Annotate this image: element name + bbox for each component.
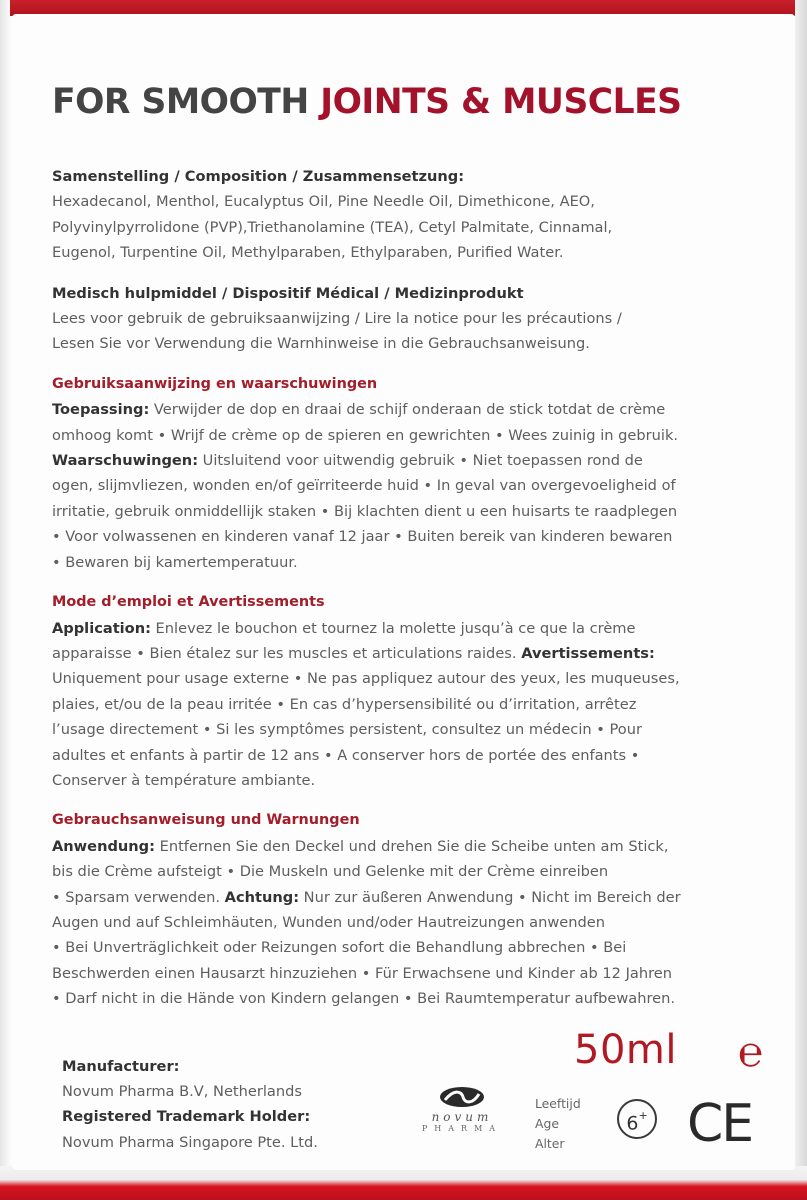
french-line	[52, 616, 782, 641]
trademark-label: Registered Trademark Holder:	[62, 1108, 311, 1126]
medical-device-heading: Medisch hulpmiddel / Dispositif Médical / Medizinprodukt	[52, 284, 524, 302]
french-application-text-cont: apparaisse • Bien étalez sur les muscles et articulations raides.	[52, 644, 522, 662]
package-bottom-edge	[0, 1166, 807, 1200]
german-line: Augen und auf Schleimhäuten, Wunden und/oder Hautreizungen anwenden	[52, 913, 606, 931]
french-line: l’usage directement • Si les symptômes persistent, consultez un médecin • Pour	[52, 721, 642, 739]
composition-heading: Samenstelling / Composition / Zusammensetzung:	[52, 168, 465, 185]
dutch-application-text: Verwijder de dop en draai de schijf onderaan de stick totdat de crème	[149, 401, 666, 419]
composition-line: Eugenol, Turpentine Oil, Methylparaben, Ethylparaben, Purified Water.	[52, 244, 564, 262]
french-line: Conserver à température ambiante.	[52, 771, 316, 789]
package-back-panel	[12, 14, 795, 1170]
package-right-edge	[795, 0, 807, 1200]
german-text: • Sparsam verwenden.	[52, 888, 225, 906]
german-heading: Gebrauchsanweisung und Warnungen	[52, 812, 360, 829]
headline-part-2: JOINTS & MUSCLES	[320, 82, 682, 122]
age-plus: +	[638, 1109, 648, 1122]
german-line: • Bei Unverträglichkeit oder Reizungen sofort die Behandlung abbrechen • Bei	[52, 939, 627, 957]
headline-part-1: FOR SMOOTH	[52, 82, 321, 122]
logo-wordmark: novum	[431, 1110, 493, 1124]
dutch-line: omhoog komt • Wrijf de crème op de spieren en gewrichten • Wees zuinig in gebruik.	[52, 426, 679, 444]
headline	[52, 76, 782, 128]
manufacturer-name: Novum Pharma B.V, Netherlands	[62, 1083, 302, 1101]
german-line	[52, 834, 782, 859]
dutch-line: ogen, slijmvliezen, wonden en/of geïrriteerde huid • In geval van overgevoeligheid of	[52, 477, 676, 495]
medical-device-line: Lesen Sie vor Verwendung die Warnhinweise in die Gebrauchsanweisung.	[52, 335, 590, 353]
novum-logo-icon	[439, 1086, 485, 1108]
french-application-text: Enlevez le bouchon et tournez la molette jusqu’à ce que la crème	[150, 619, 636, 637]
package-footer	[62, 1027, 764, 1164]
dutch-heading: Gebruiksaanwijzing en waarschuwingen	[52, 375, 378, 392]
composition-line: Polyvinylpyrrolidone (PVP),Triethanolamine (TEA), Cetyl Palmitate, Cinnamal,	[52, 218, 613, 236]
french-heading: Mode d’emploi et Avertissements	[52, 594, 325, 611]
age-label-en: Age	[535, 1116, 559, 1131]
estimated-sign-icon: ℮	[738, 1027, 764, 1076]
german-application-text: Entfernen Sie den Deckel und drehen Sie die Scheibe unten am Stick,	[154, 837, 669, 855]
novum-logo	[407, 1086, 517, 1133]
french-line: Uniquement pour usage externe • Ne pas appliquez autour des yeux, les muqueuses,	[52, 670, 680, 688]
german-warnings-text: Nur zur äußeren Anwendung • Nicht im Bereich der	[299, 888, 681, 906]
french-line: adultes et enfants à partir de 12 ans • A conserver hors de portée des enfants •	[52, 746, 640, 764]
german-application-label: Anwendung:	[52, 837, 155, 855]
french-line	[52, 641, 782, 666]
medical-device-line: Lees voor gebruik de gebruiksaanwijzing / Lire la notice pour les précautions /	[52, 310, 622, 328]
age-labels	[535, 1094, 581, 1154]
label-content	[52, 76, 782, 1027]
composition-line: Hexadecanol, Menthol, Eucalyptus Oil, Pine Needle Oil, Dimethicone, AEO,	[52, 193, 595, 211]
german-line	[52, 885, 782, 910]
german-line: bis die Crème aufsteigt • Die Muskeln und Gelenke mit der Crème einreiben	[52, 863, 609, 881]
package-left-edge	[0, 0, 10, 1200]
dutch-line: irritatie, gebruik onmiddellijk staken • Bij klachten dient u een huisarts te raadplegen	[52, 502, 678, 520]
german-line: Beschwerden einen Hausarzt hinzuziehen • Für Erwachsene und Kinder ab 12 Jahren	[52, 964, 672, 982]
composition-section	[52, 164, 782, 266]
german-line: • Darf nicht in die Hände von Kindern gelangen • Bei Raumtemperatur aufbewahren.	[52, 990, 676, 1008]
trademark-holder: Novum Pharma Singapore Pte. Ltd.	[62, 1133, 318, 1151]
volume-label: 50ml	[574, 1027, 677, 1073]
dutch-line	[52, 448, 782, 473]
dutch-line: • Voor volwassenen en kinderen vanaf 12 jaar • Buiten bereik van kinderen bewaren	[52, 528, 673, 546]
dutch-warnings-label: Waarschuwingen:	[52, 452, 199, 470]
logo-subtitle: PHARMA	[421, 1124, 503, 1133]
dutch-line	[52, 397, 782, 422]
french-line: plaies, et/ou de la peau irritée • En cas d’hypersensibilité ou d’irritation, arrêtez	[52, 695, 637, 713]
dutch-line: • Bewaren bij kamertemperatuur.	[52, 553, 298, 571]
age-label-nl: Leeftijd	[535, 1096, 581, 1111]
age-value: 6	[626, 1112, 639, 1135]
medical-device-section	[52, 281, 782, 357]
french-application-label: Application:	[52, 619, 151, 637]
french-warnings-label: Avertissements:	[521, 644, 655, 662]
dutch-warnings-text: Uitsluitend voor uitwendig gebruik • Niet toepassen rond de	[198, 452, 643, 470]
ce-mark-icon: CE	[687, 1094, 753, 1154]
french-instructions-section	[52, 590, 782, 793]
manufacturer-label: Manufacturer:	[62, 1058, 180, 1075]
age-6-plus-icon	[617, 1099, 657, 1139]
age-label-de: Alter	[535, 1136, 565, 1151]
german-instructions-section	[52, 808, 782, 1011]
dutch-application-label: Toepassing:	[52, 401, 150, 419]
dutch-instructions-section	[52, 372, 782, 575]
german-warnings-label: Achtung:	[224, 888, 300, 906]
